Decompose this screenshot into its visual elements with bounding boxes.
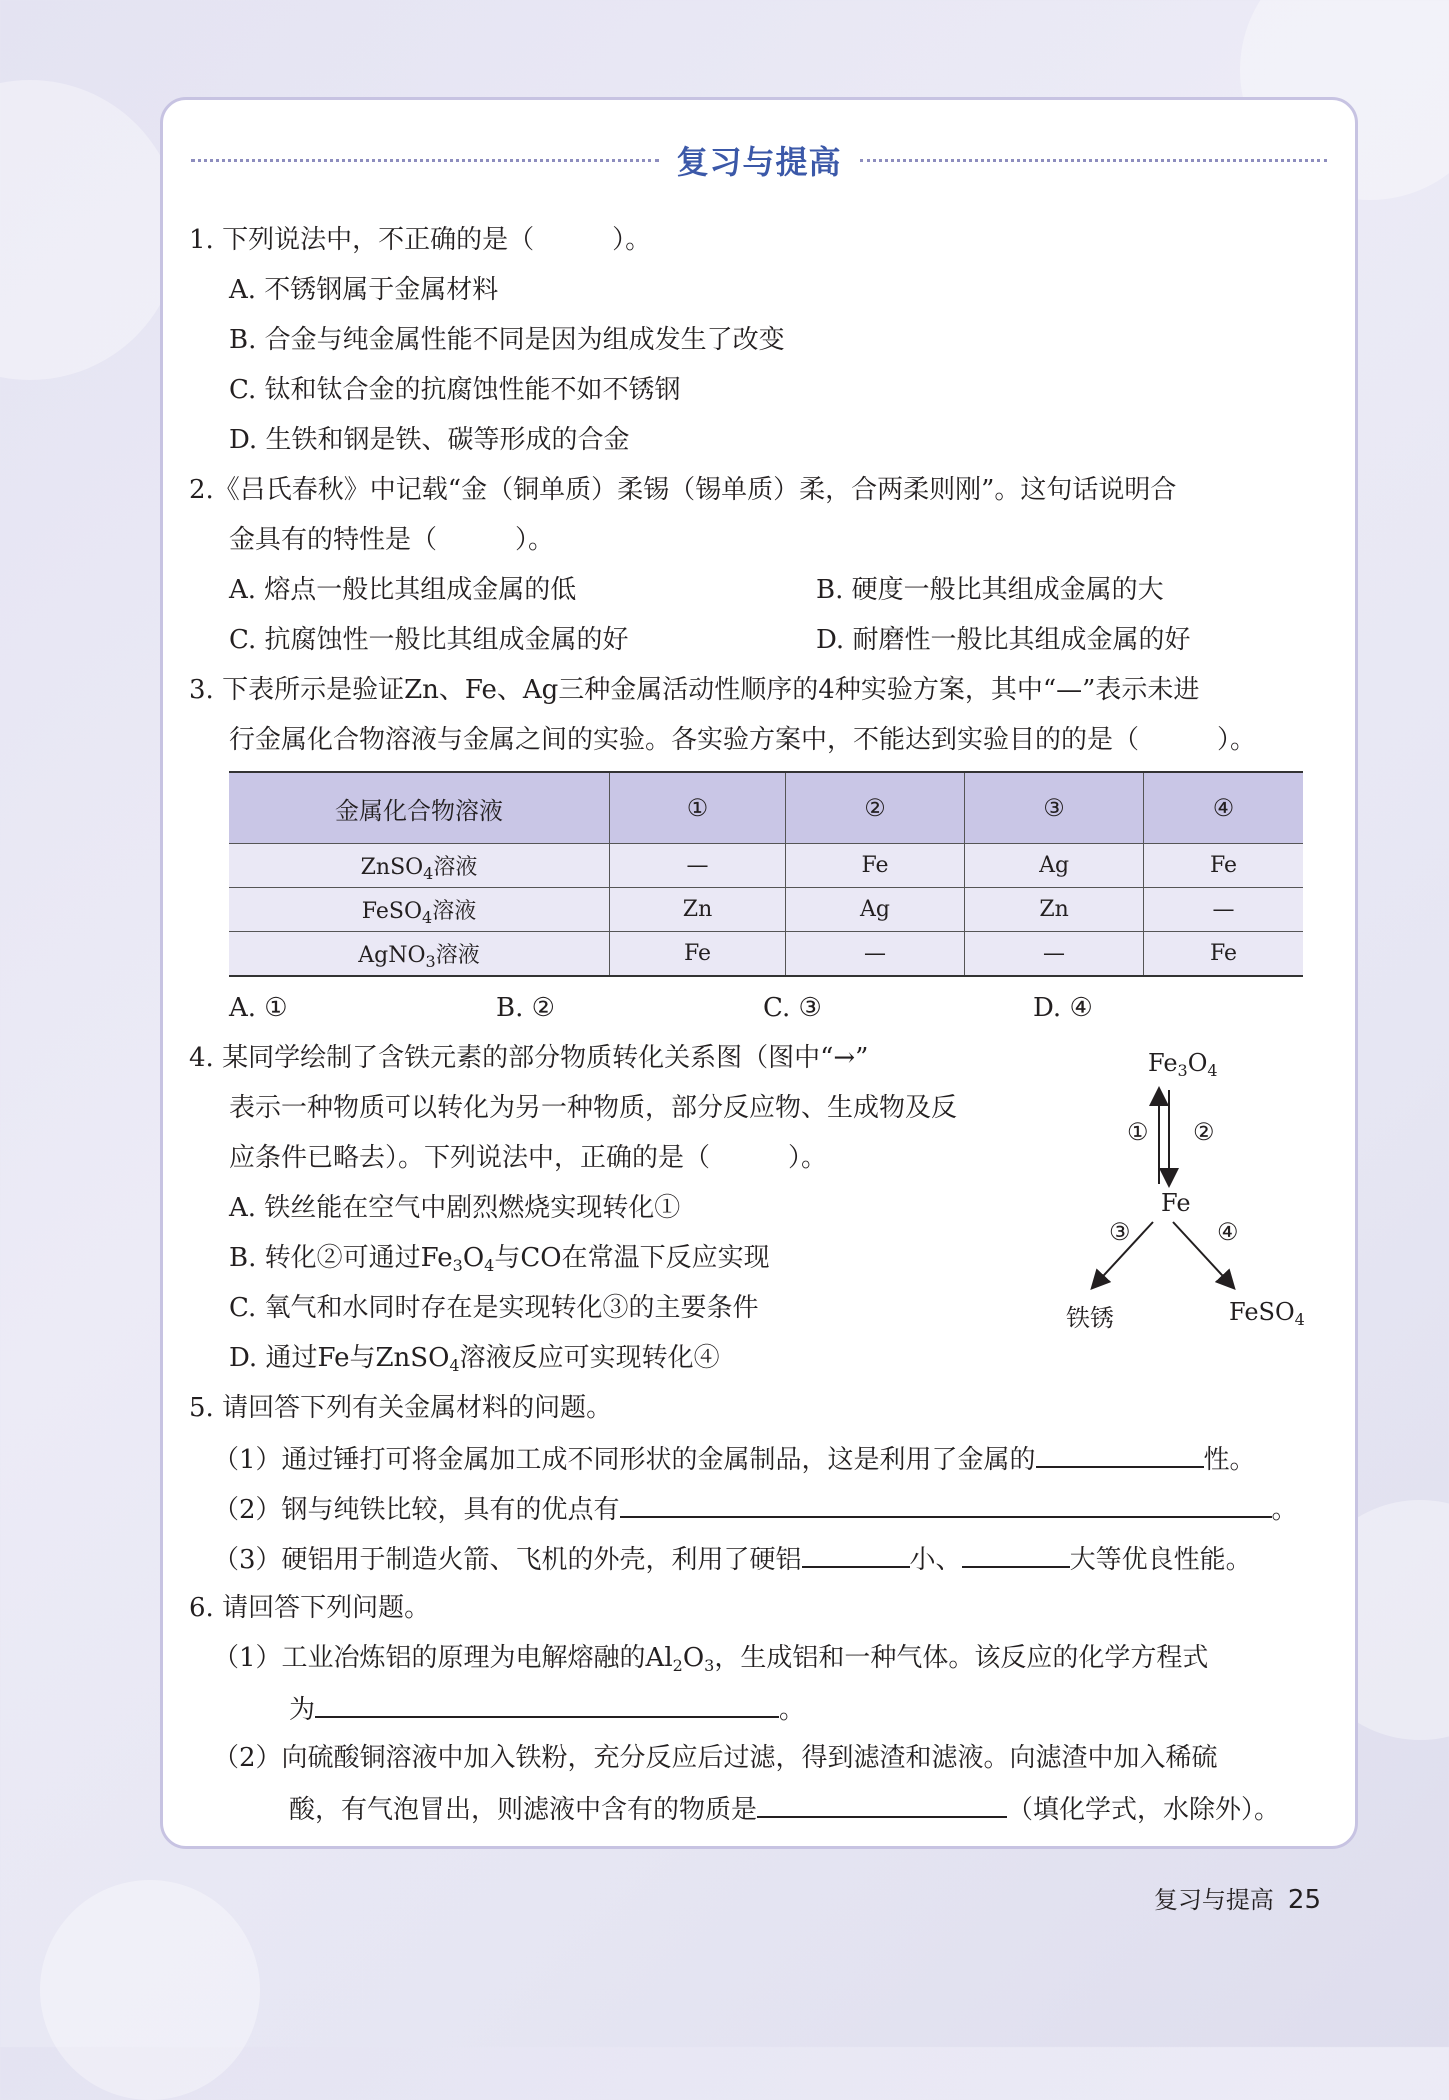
answer-blank[interactable] bbox=[1036, 1438, 1204, 1468]
q6-part2-line1: （2）向硫酸铜溶液中加入铁粉，充分反应后过滤，得到滤渣和滤液。向滤渣中加入稀硫 bbox=[213, 1743, 1218, 1773]
table-row bbox=[229, 932, 1303, 977]
q3-option-b: B. ② bbox=[496, 993, 555, 1023]
page-number: 25 bbox=[1287, 1885, 1321, 1915]
table-row bbox=[229, 888, 1303, 932]
q5-stem: 5. 请回答下列有关金属材料的问题。 bbox=[189, 1393, 613, 1423]
table-cell-solution: AgNO$_3$溶液 bbox=[229, 932, 610, 977]
table-cell: Zn bbox=[965, 888, 1144, 932]
table-header-cell: ① bbox=[610, 772, 786, 844]
table-header-cell: 金属化合物溶液 bbox=[229, 772, 610, 844]
q2-option-b: B. 硬度一般比其组成金属的大 bbox=[816, 575, 1164, 605]
q1-option-c: C. 钛和钛合金的抗腐蚀性能不如不锈钢 bbox=[229, 375, 681, 405]
q2-option-a: A. 熔点一般比其组成金属的低 bbox=[229, 575, 577, 605]
footer-label: 复习与提高 bbox=[1153, 1886, 1274, 1914]
q5-part3: （3）硬铝用于制造火箭、飞机的外壳，利用了硬铝 小、 大等优良性能。 bbox=[213, 1538, 1252, 1580]
q3-option-d: D. ④ bbox=[1033, 993, 1093, 1023]
table-header-cell: ③ bbox=[965, 772, 1144, 844]
q4-stem-line2: 表示一种物质可以转化为另一种物质，部分反应物、生成物及反 bbox=[229, 1093, 958, 1123]
arrow-conversion-4 bbox=[1173, 1222, 1233, 1287]
q2-option-d: D. 耐磨性一般比其组成金属的好 bbox=[816, 625, 1191, 655]
table-cell-solution: ZnSO$_4$溶液 bbox=[229, 844, 610, 888]
page-footer bbox=[1154, 1880, 1321, 1915]
q1-option-a: A. 不锈钢属于金属材料 bbox=[229, 275, 499, 305]
table-cell: Fe bbox=[1144, 844, 1303, 888]
q4-option-d: D. 通过Fe与ZnSO$_4$溶液反应可实现转化④ bbox=[229, 1343, 720, 1375]
table-header-cell: ④ bbox=[1144, 772, 1303, 844]
answer-blank[interactable] bbox=[757, 1788, 1007, 1818]
answer-blank[interactable] bbox=[620, 1488, 1272, 1518]
q2-stem-line1: 2.《吕氏春秋》中记载“金（铜单质）柔锡（锡单质）柔，合两柔则刚”。这句话说明合 bbox=[189, 475, 1177, 505]
dotted-rule bbox=[191, 159, 659, 162]
answer-blank[interactable] bbox=[962, 1538, 1070, 1568]
q2-option-c: C. 抗腐蚀性一般比其组成金属的好 bbox=[229, 625, 629, 655]
q1-stem: 1. 下列说法中，不正确的是（ ）。 bbox=[189, 225, 652, 255]
table-cell: — bbox=[610, 844, 786, 888]
table-cell: Zn bbox=[610, 888, 786, 932]
diagram-fe3o4: $Fe_3O_4$ bbox=[1148, 1049, 1218, 1080]
table-cell: Ag bbox=[786, 888, 965, 932]
table-header-cell: ② bbox=[786, 772, 965, 844]
q3-stem-line2: 行金属化合物溶液与金属之间的实验。各实验方案中，不能达到实验目的的是（ ）。 bbox=[229, 725, 1257, 755]
q5-part2: （2）钢与纯铁比较，具有的优点有 。 bbox=[213, 1488, 1298, 1530]
table-cell: — bbox=[1144, 888, 1303, 932]
table-cell: Fe bbox=[1144, 932, 1303, 977]
q1-option-b: B. 合金与纯金属性能不同是因为组成发生了改变 bbox=[229, 325, 785, 355]
q3-stem-line1: 3. 下表所示是验证Zn、Fe、Ag三种金属活动性顺序的4种实验方案，其中“—”表示未进 bbox=[189, 675, 1200, 705]
background-bubble bbox=[0, 80, 180, 380]
background-bubble bbox=[40, 1880, 260, 2100]
q3-option-c: C. ③ bbox=[763, 993, 822, 1023]
q6-part1-line1: （1）工业冶炼铝的原理为电解熔融的$Al_2O_3$，生成铝和一种气体。该反应的化学方程式 bbox=[213, 1643, 1209, 1675]
q5-part1: （1）通过锤打可将金属加工成不同形状的金属制品，这是利用了金属的 性。 bbox=[213, 1438, 1256, 1480]
diagram-label-3: ③ bbox=[1109, 1218, 1131, 1246]
diagram-arrows bbox=[1063, 1080, 1263, 1300]
table-row bbox=[229, 844, 1303, 888]
exercise-card bbox=[160, 97, 1358, 1849]
diagram-label-2: ② bbox=[1193, 1118, 1215, 1146]
q4-option-a: A. 铁丝能在空气中剧烈燃烧实现转化① bbox=[229, 1193, 681, 1223]
table-cell: — bbox=[786, 932, 965, 977]
arrow-conversion-3 bbox=[1093, 1222, 1153, 1287]
q3-option-a: A. ① bbox=[229, 993, 288, 1023]
q2-stem-line2: 金具有的特性是（ ）。 bbox=[229, 525, 555, 555]
table-cell-solution: FeSO$_4$溶液 bbox=[229, 888, 610, 932]
dotted-rule bbox=[860, 159, 1328, 162]
q4-stem-line1: 4. 某同学绘制了含铁元素的部分物质转化关系图（图中“→” bbox=[189, 1043, 869, 1073]
q6-part2-line2: 酸，有气泡冒出，则滤液中含有的物质是 （填化学式，水除外）。 bbox=[289, 1788, 1280, 1830]
q6-stem: 6. 请回答下列问题。 bbox=[189, 1593, 431, 1623]
answer-blank[interactable] bbox=[802, 1538, 910, 1568]
section-title: 复习与提高 bbox=[676, 143, 842, 181]
diagram-label-4: ④ bbox=[1217, 1218, 1239, 1246]
q4-stem-line3: 应条件已略去）。下列说法中，正确的是（ ）。 bbox=[229, 1143, 828, 1173]
section-header bbox=[163, 140, 1355, 180]
table-cell: Fe bbox=[610, 932, 786, 977]
q3-table bbox=[229, 771, 1303, 977]
diagram-fe: Fe bbox=[1161, 1189, 1191, 1217]
table-header-row bbox=[229, 772, 1303, 844]
table-cell: Fe bbox=[786, 844, 965, 888]
q4-option-c: C. 氧气和水同时存在是实现转化③的主要条件 bbox=[229, 1293, 759, 1323]
table-cell: Ag bbox=[965, 844, 1144, 888]
arrow-symbol: → bbox=[833, 1043, 856, 1073]
q6-part1-line2: 为 。 bbox=[289, 1688, 805, 1730]
answer-blank[interactable] bbox=[315, 1688, 779, 1718]
table-cell: — bbox=[965, 932, 1144, 977]
diagram-label-1: ① bbox=[1127, 1118, 1149, 1146]
diagram-rust: 铁锈 bbox=[1066, 1304, 1114, 1332]
diagram-feso4: FeSO$_4$ bbox=[1229, 1298, 1305, 1329]
q4-option-b: B. 转化②可通过$Fe_3O_4$与CO在常温下反应实现 bbox=[229, 1243, 770, 1275]
q1-option-d: D. 生铁和钢是铁、碳等形成的合金 bbox=[229, 425, 630, 455]
